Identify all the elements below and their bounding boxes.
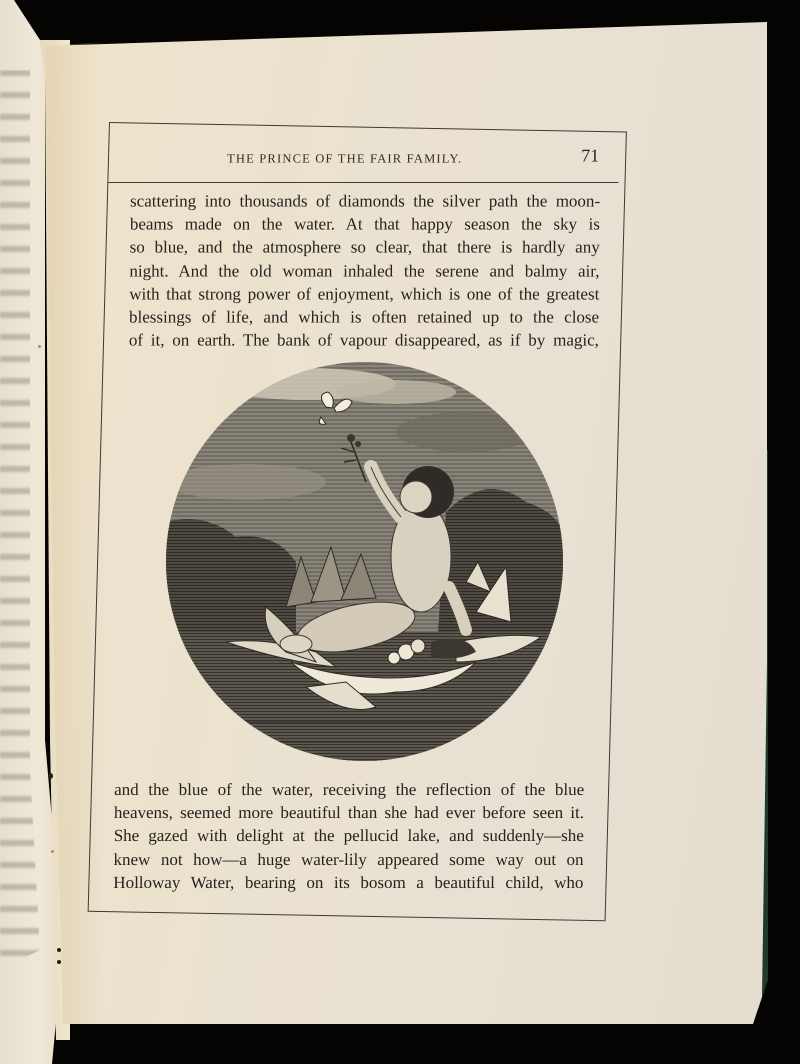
running-head [109,145,625,168]
foxing-spot [38,345,41,348]
top-paragraph [129,189,600,351]
page-number: 71 [581,145,600,166]
running-title: THE PRINCE OF THE FAIR FAMILY. [227,151,463,166]
text-line: of it, on earth. The bank of vapour disappeared, as if by magic, [128,330,600,350]
text-line: heavens, seemed more beautiful than she had ever before seen it. [113,803,585,823]
text-line: night. And the old woman inhaled the serene and balmy air, [129,260,600,280]
foxing-spot [48,773,53,779]
foxing-spot [57,960,61,964]
text-line: and the blue of the water, receiving the reflection of the blue [114,780,585,800]
text-line: Holloway Water, bearing on its bosom a beautiful child, who [113,873,584,893]
bottom-paragraph [113,778,584,894]
foxing-spot [51,850,54,853]
facing-page-text-blurred [0,70,40,970]
circular-engraving-illustration [166,362,563,761]
engraving-art [166,362,563,761]
text-line: scattering into thousands of diamonds the silver path the moon- [130,191,601,211]
header-rule [108,182,618,183]
text-line: blessings of life, and which is often retained up to the close [128,307,600,327]
foxing-spot [57,948,61,952]
text-line: beams made on the water. At that happy season the sky is [129,214,601,234]
text-line: She gazed with delight at the pellucid lake, and suddenly—she [113,826,584,846]
text-line: so blue, and the atmosphere so clear, that there is hardly any [129,237,600,257]
text-line: knew not how—a huge water-lily appeared some way out on [113,849,584,869]
text-line: with that strong power of enjoyment, which is one of the greatest [129,284,600,304]
